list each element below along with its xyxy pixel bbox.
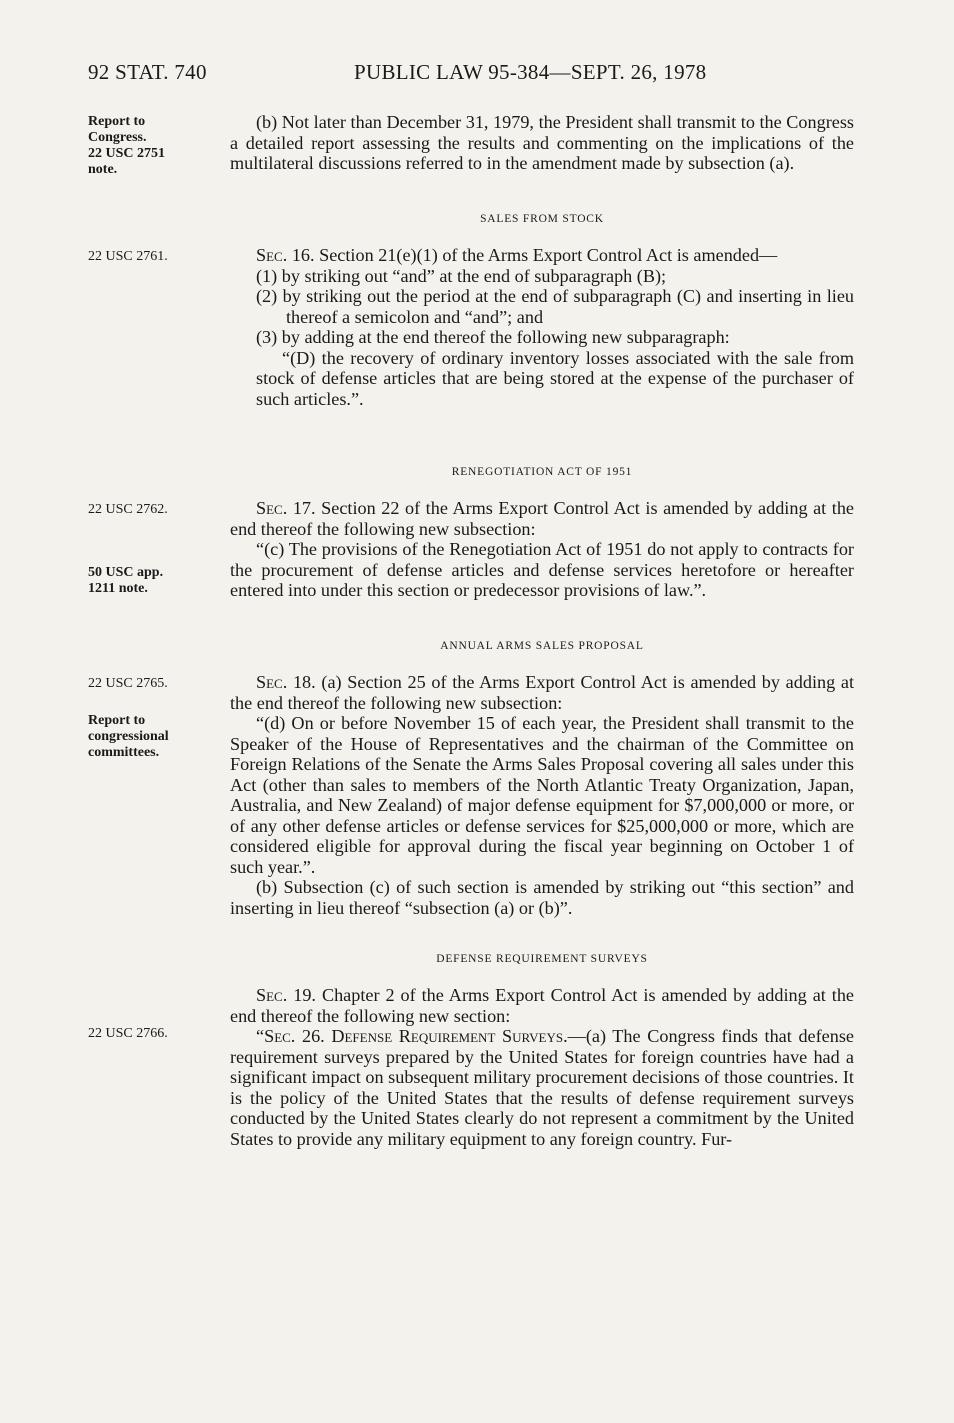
section-label: Sec. 19. — [256, 985, 316, 1005]
section-label: Sec. 18. — [256, 672, 316, 692]
margin-note-usc-2766: 22 USC 2766. — [88, 1026, 168, 1041]
section-16 — [230, 245, 854, 409]
section-text: Chapter 2 of the Arms Export Control Act is amended by adding at the end thereof the following new section: — [230, 985, 854, 1026]
page-header — [88, 60, 868, 88]
paragraph: (1) by striking out “and” at the end of subparagraph (B); — [256, 265, 667, 286]
paragraph — [230, 498, 854, 539]
section-17 — [230, 498, 854, 601]
section-heading: SALES FROM STOCK — [480, 213, 604, 225]
paragraph: (b) Not later than December 31, 1979, the President shall transmit to the Congress a detailed report assessing the results and commenting on the implications of the multilateral discussions referred to in the amendment made by subsection (a). — [230, 112, 854, 173]
margin-note-usc-2762: 22 USC 2762. — [88, 502, 168, 517]
law-title: PUBLIC LAW 95-384—SEPT. 26, 1978 — [354, 60, 707, 84]
margin-note-report-committees: Report to congressional committees. — [88, 713, 169, 760]
paragraph — [230, 1026, 854, 1149]
section-label: Sec. 17. — [256, 498, 316, 518]
section-18 — [230, 672, 854, 918]
section-heading: ANNUAL ARMS SALES PROPOSAL — [440, 640, 644, 652]
paragraph: (2) by striking out the period at the end of subparagraph (C) and inserting in lieu thereof a semicolon and “and”; and — [256, 286, 854, 327]
section-label: “Sec. 26. Defense Requirement Surveys. — [256, 1026, 568, 1046]
section-19 — [230, 985, 854, 1149]
margin-note-report-to-congress: Report to Congress. — [88, 114, 147, 145]
section-text: —(a) The Congress finds that defense requirement surveys prepared by the United States for foreign countries have had a significant impact on subsequent military procurement decisions of those countries. It is the policy of the United States that the results of defense requirement surveys conducted by the United States clearly do not represent a commitment by the United States to provide any military equipment to any foreign country. Fur- — [230, 1026, 854, 1149]
section-text: Section 22 of the Arms Export Control Act is amended by adding at the end thereof the following new subsection: — [230, 498, 854, 539]
section-label: Sec. 16. — [256, 245, 315, 265]
paragraph: “(d) On or before November 15 of each year, the President shall transmit to the Speaker of the House of Representatives and the chairman of the Committee on Foreign Relations of the Senate the Arms Sales Proposal covering all sales under this Act (other than sales to members of the North Atlantic Treaty Organization, Japan, Australia, and New Zealand) of major defense equipment for $7,000,000 or more, or of any other defense articles or defense services for $25,000,000 or more, which are considered eligible for approval during the fiscal year beginning on October 1 of such year.”. — [230, 713, 854, 877]
section-text: Section 21(e)(1) of the Arms Export Control Act is amended— — [319, 245, 778, 265]
section-heading: DEFENSE REQUIREMENT SURVEYS — [436, 953, 648, 965]
paragraph — [230, 985, 854, 1026]
paragraph: “(D) the recovery of ordinary inventory losses associated with the sale from stock of defense articles that are being stored at the expense of the purchaser of such articles.”. — [256, 347, 854, 409]
paragraph: “(c) The provisions of the Renegotiation Act of 1951 do not apply to contracts for the procurement of defense articles and defense services heretofore or hereafter entered into under this section or predecessor provisions of law.”. — [230, 539, 854, 600]
stat-page-number: 92 STAT. 740 — [88, 60, 207, 84]
margin-note-usc-2761: 22 USC 2761. — [88, 249, 168, 264]
paragraph: (3) by adding at the end thereof the following new subparagraph: — [256, 327, 730, 347]
section-heading: RENEGOTIATION ACT OF 1951 — [451, 466, 633, 478]
margin-note-usc-2751: 22 USC 2751 note. — [88, 146, 166, 177]
subsection-b-report — [230, 112, 854, 174]
margin-note-usc-app: 50 USC app. 1211 note. — [88, 565, 164, 596]
paragraph: (b) Subsection (c) of such section is amended by striking out “this section” and inserting in lieu thereof “subsection (a) or (b)”. — [230, 877, 854, 918]
paragraph — [230, 672, 854, 713]
section-text: (a) Section 25 of the Arms Export Control Act is amended by adding at the end thereof the following new subsection: — [230, 672, 854, 713]
margin-note-usc-2765: 22 USC 2765. — [88, 676, 168, 691]
paragraph — [230, 245, 854, 266]
